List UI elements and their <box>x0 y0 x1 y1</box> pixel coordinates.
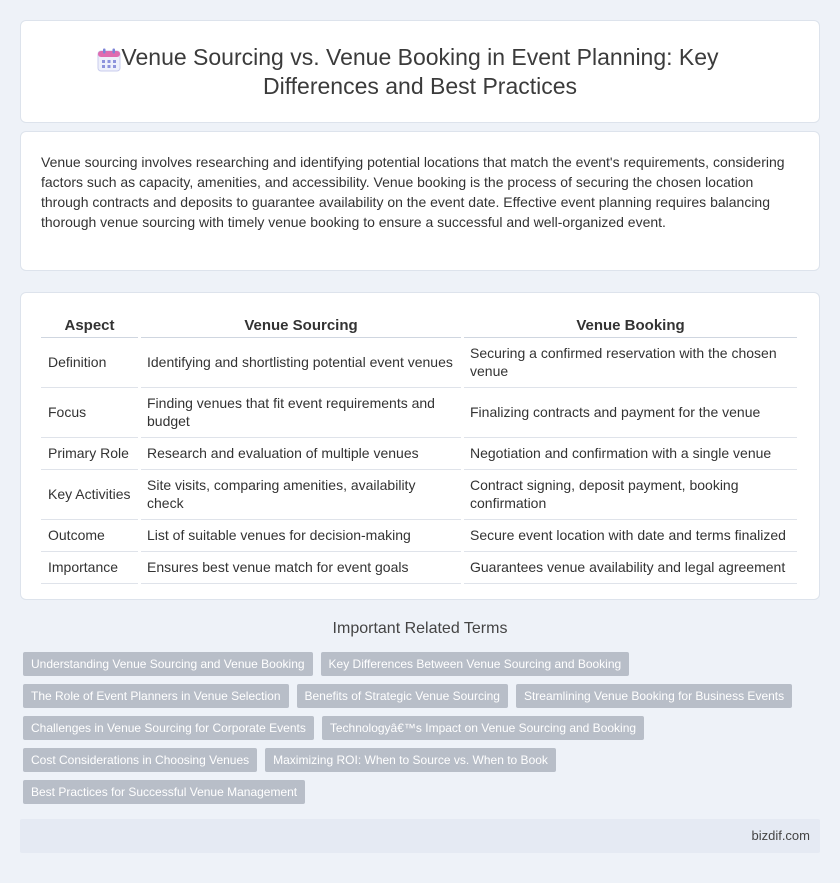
related-term-tag[interactable]: Key Differences Between Venue Sourcing and Booking <box>321 652 630 676</box>
related-term-tag[interactable]: Technologyâ€™s Impact on Venue Sourcing and Booking <box>322 716 644 740</box>
intro-paragraph: Venue sourcing involves researching and identifying potential locations that match the event's requirements, considering factors such as capacity, amenities, and accessibility. Venue booking is the process of securing the chosen location through contracts and deposits to guarantee availability on the event date. Effective event planning requires balancing thorough venue sourcing with timely venue booking to ensure a successful and well-organized event. <box>41 154 785 230</box>
header-venue-booking: Venue Booking <box>463 315 798 338</box>
table-row <box>41 338 797 388</box>
row-booking: Guarantees venue availability and legal agreement <box>463 552 798 584</box>
table-row <box>41 438 797 470</box>
header-venue-sourcing: Venue Sourcing <box>140 315 463 338</box>
related-term-tag[interactable]: Maximizing ROI: When to Source vs. When to Book <box>265 748 556 772</box>
related-term-tag[interactable]: Challenges in Venue Sourcing for Corporate Events <box>23 716 314 740</box>
related-terms-heading: Important Related Terms <box>332 620 508 637</box>
row-aspect: Focus <box>41 388 140 438</box>
related-term-tag[interactable]: Cost Considerations in Choosing Venues <box>23 748 257 772</box>
related-term-tag[interactable]: Best Practices for Successful Venue Management <box>23 780 305 804</box>
comparison-table <box>41 315 797 584</box>
related-term-tag[interactable]: Understanding Venue Sourcing and Venue Booking <box>23 652 313 676</box>
row-aspect: Outcome <box>41 520 140 552</box>
table-row <box>41 520 797 552</box>
table-row <box>41 470 797 520</box>
footer <box>20 819 820 853</box>
row-booking: Securing a confirmed reservation with the chosen venue <box>463 338 798 388</box>
row-booking: Finalizing contracts and payment for the venue <box>463 388 798 438</box>
table-row <box>41 388 797 438</box>
row-aspect: Definition <box>41 338 140 388</box>
row-booking: Contract signing, deposit payment, booking confirmation <box>463 470 798 520</box>
related-term-tag[interactable]: Streamlining Venue Booking for Business Events <box>516 684 792 708</box>
intro-card <box>20 131 820 271</box>
row-sourcing: Site visits, comparing amenities, availability check <box>140 470 463 520</box>
row-booking: Negotiation and confirmation with a single venue <box>463 438 798 470</box>
row-sourcing: Ensures best venue match for event goals <box>140 552 463 584</box>
table-row <box>41 552 797 584</box>
related-terms-list <box>23 652 803 812</box>
related-term-tag[interactable]: Benefits of Strategic Venue Sourcing <box>297 684 508 708</box>
row-sourcing: Identifying and shortlisting potential event venues <box>140 338 463 388</box>
comparison-table-card <box>20 292 820 600</box>
row-sourcing: Research and evaluation of multiple venues <box>140 438 463 470</box>
related-term-tag[interactable]: The Role of Event Planners in Venue Selection <box>23 684 289 708</box>
row-booking: Secure event location with date and terms finalized <box>463 520 798 552</box>
row-aspect: Key Activities <box>41 470 140 520</box>
title-card <box>20 20 820 123</box>
header-aspect: Aspect <box>41 315 140 338</box>
row-sourcing: Finding venues that fit event requirements and budget <box>140 388 463 438</box>
page-title: Venue Sourcing vs. Venue Booking in Event Planning: Key Differences and Best Practices <box>121 44 719 99</box>
row-aspect: Importance <box>41 552 140 584</box>
footer-site-link[interactable]: bizdif.com <box>751 828 810 843</box>
row-sourcing: List of suitable venues for decision-making <box>140 520 463 552</box>
row-aspect: Primary Role <box>41 438 140 470</box>
table-header-row <box>41 315 797 338</box>
